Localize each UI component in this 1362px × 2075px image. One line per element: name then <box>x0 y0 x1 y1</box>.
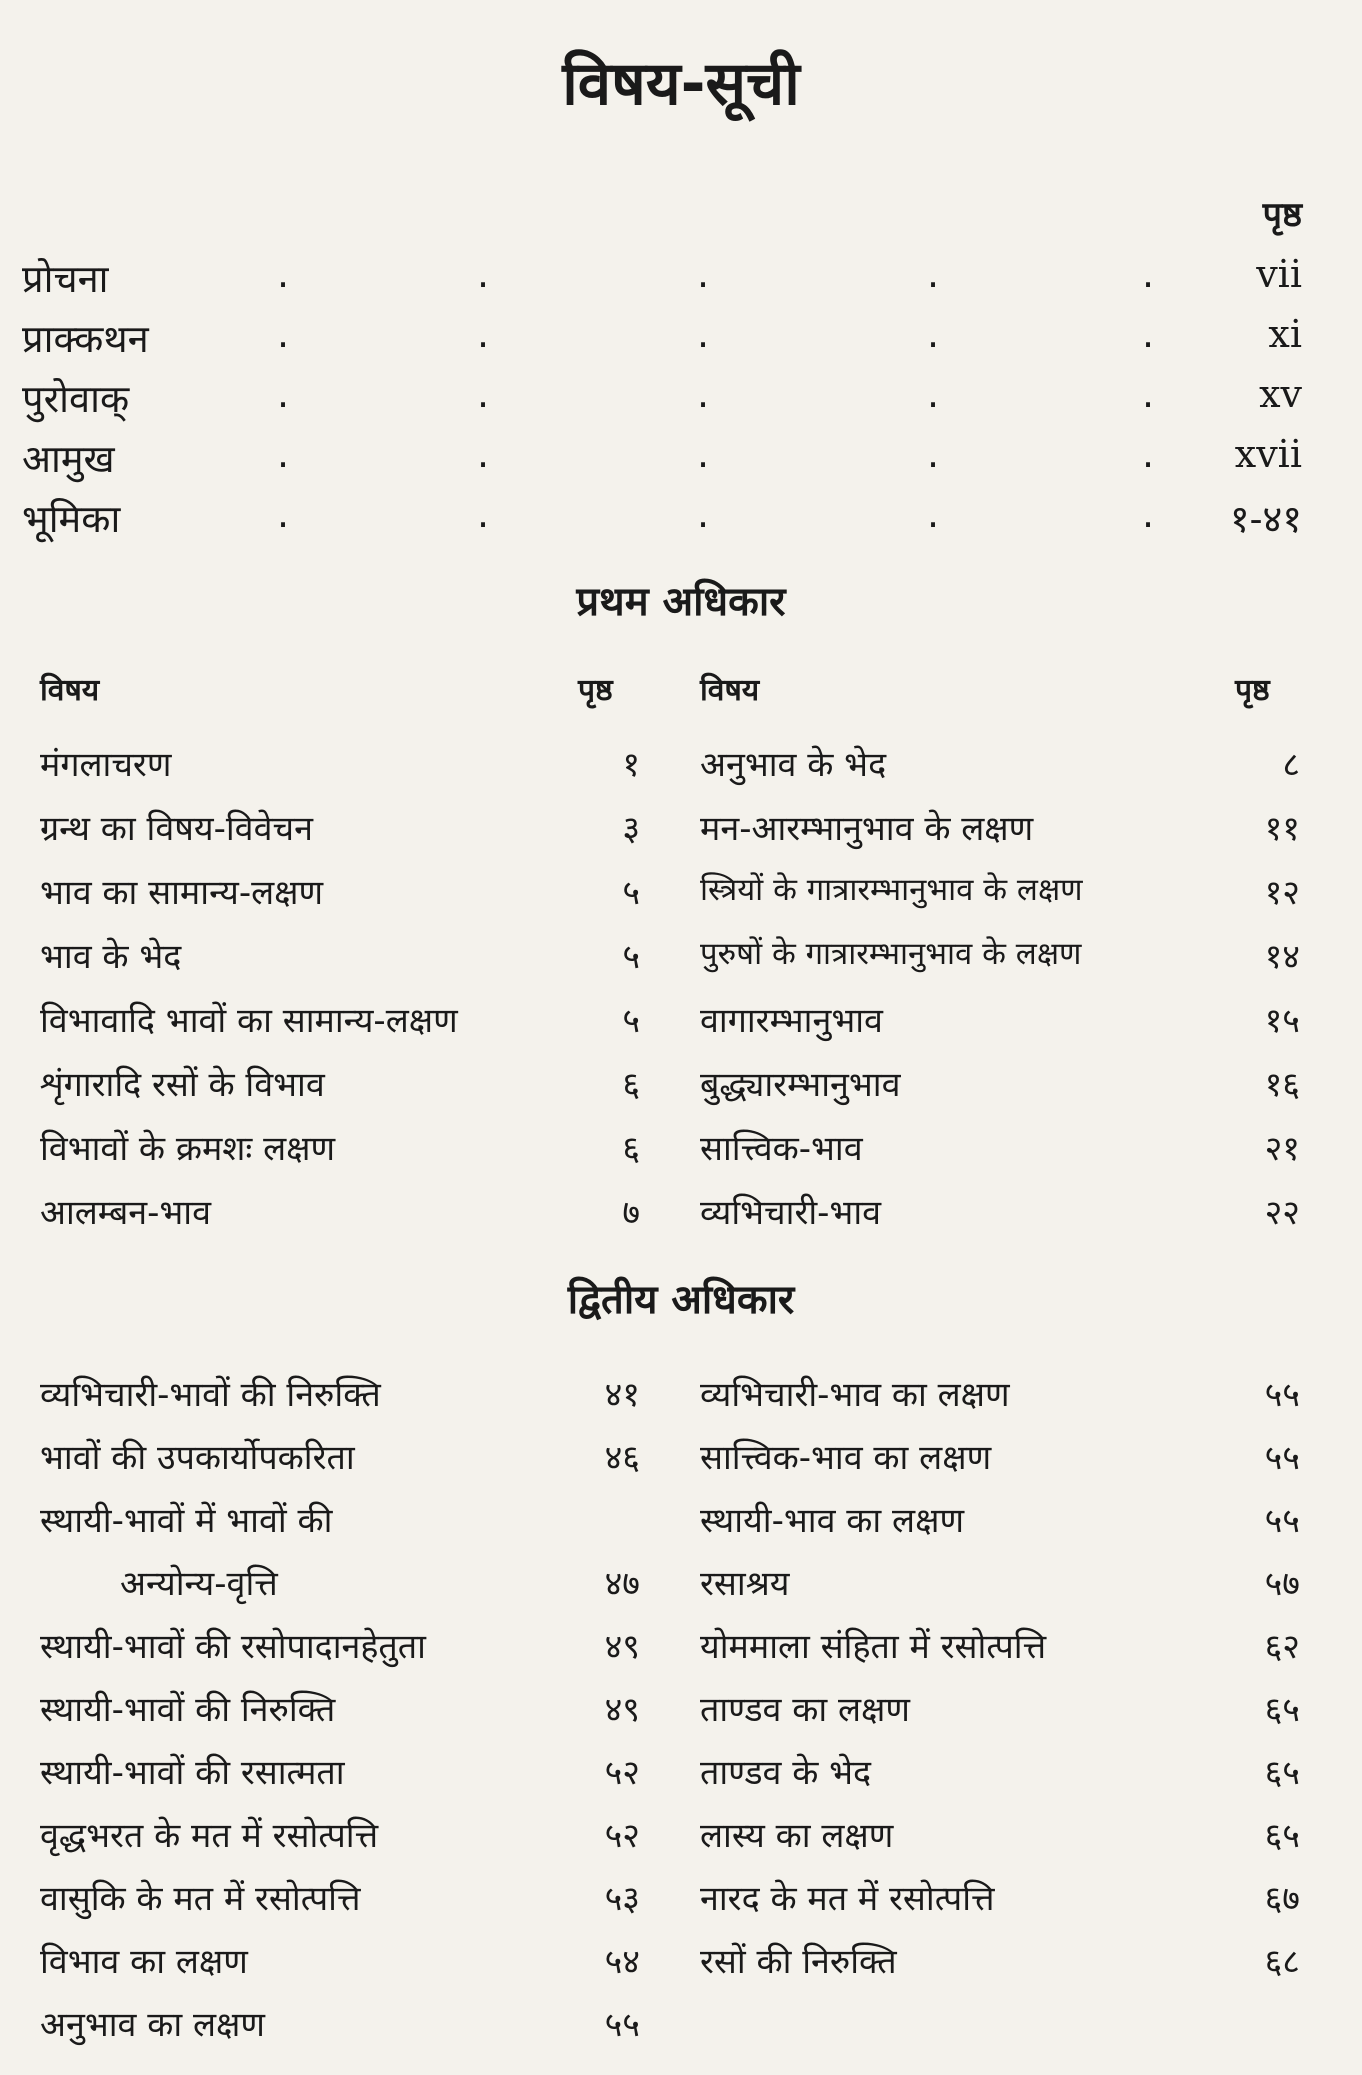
toc-entry-page: ८ <box>1282 745 1300 785</box>
toc-entry-title: योममाला संहिता में रसोत्पत्ति <box>700 1627 1047 1667</box>
toc-entry-title: भावों की उपकार्योपकरिता <box>40 1438 355 1478</box>
toc-entry-page: १२ <box>1264 873 1300 913</box>
toc-front-row: प्राक्कथन . . . . . xi <box>22 312 1302 370</box>
toc-entry-page: ६७ <box>1264 1879 1300 1919</box>
toc-entry-page: ४९ <box>604 1627 640 1667</box>
toc-entry-title: वासुकि के मत में रसोत्पत्ति <box>40 1879 361 1919</box>
toc-front-row: भूमिका . . . . . १-४१ <box>22 492 1302 550</box>
toc-entry-title: लास्य का लक्षण <box>700 1816 894 1856</box>
toc-entry-title: वागारम्भानुभाव <box>700 1001 883 1041</box>
toc-entry-title: स्थायी-भाव का लक्षण <box>700 1501 965 1541</box>
toc-entry-page: २२ <box>1264 1193 1300 1233</box>
toc-front-row: प्रोचना . . . . . vii <box>22 252 1302 310</box>
toc-entry-page: ४९ <box>604 1690 640 1730</box>
toc-entry-page: ५५ <box>1264 1375 1300 1415</box>
toc-front-label: पुरोवाक् <box>22 377 130 421</box>
toc-entry-title: आलम्बन-भाव <box>40 1193 212 1233</box>
toc-entry-title: अनुभाव का लक्षण <box>40 2005 266 2045</box>
toc-entry-title: रसों की निरुक्ति <box>700 1942 897 1982</box>
toc-entry-title: ताण्डव के भेद <box>700 1753 872 1793</box>
toc-entry-title: सात्त्विक-भाव का लक्षण <box>700 1438 992 1478</box>
toc-front-page: vii <box>1256 252 1302 296</box>
front-page-header: पृष्ठ <box>1262 195 1302 235</box>
toc-entry-page: ६५ <box>1264 1690 1300 1730</box>
toc-entry-title: व्यभिचारी-भाव <box>700 1193 882 1233</box>
toc-entry-title: मन-आरम्भानुभाव के लक्षण <box>700 809 1034 849</box>
toc-front-page: १-४१ <box>1229 497 1302 541</box>
toc-entry-title: वृद्धभरत के मत में रसोत्पत्ति <box>40 1816 379 1856</box>
section1-col-page-right: पृष्ठ <box>1235 673 1270 708</box>
toc-entry-page: ४७ <box>604 1564 640 1604</box>
toc-entry-page: ५३ <box>604 1879 640 1919</box>
toc-front-row: आमुख . . . . . xvii <box>22 432 1302 490</box>
toc-entry-title: स्थायी-भावों की रसोपादानहेतुता <box>40 1627 426 1667</box>
section1-col-subject-right: विषय <box>700 673 760 708</box>
toc-entry-page: ५५ <box>1264 1501 1300 1541</box>
toc-entry-title: पुरुषों के गात्रारम्भानुभाव के लक्षण <box>700 936 1082 972</box>
section1-heading: प्रथम अधिकार <box>576 579 786 625</box>
toc-front-label: आमुख <box>22 437 115 481</box>
toc-entry-title: नारद के मत में रसोत्पत्ति <box>700 1879 995 1919</box>
toc-entry-page: ४१ <box>604 1375 640 1415</box>
toc-entry-page: ३ <box>622 809 640 849</box>
toc-entry-page: ५ <box>622 1001 640 1041</box>
toc-entry-title: विभावों के क्रमशः लक्षण <box>40 1129 336 1169</box>
toc-entry-page: ६५ <box>1264 1753 1300 1793</box>
toc-entry-page: ५२ <box>604 1753 640 1793</box>
toc-entry-title: रसाश्रय <box>700 1564 790 1604</box>
toc-front-label: प्राक्कथन <box>22 317 149 361</box>
toc-entry-page: ६२ <box>1264 1627 1300 1667</box>
toc-entry-title: भाव का सामान्य-लक्षण <box>40 873 324 913</box>
toc-entry-page: ५५ <box>1264 1438 1300 1478</box>
toc-entry-page: ७ <box>622 1193 640 1233</box>
toc-entry-page: १ <box>622 745 640 785</box>
page-title: विषय-सूची <box>562 49 800 119</box>
toc-entry-page: १६ <box>1264 1065 1300 1105</box>
toc-entry-page: ६ <box>622 1065 640 1105</box>
toc-entry-page: ५४ <box>604 1942 640 1982</box>
toc-entry-page: १४ <box>1264 937 1300 977</box>
toc-entry-page: ११ <box>1264 809 1300 849</box>
toc-entry-title: विभावादि भावों का सामान्य-लक्षण <box>40 1001 458 1041</box>
toc-front-page: xv <box>1259 372 1302 416</box>
toc-entry-page: ५७ <box>1264 1564 1300 1604</box>
toc-entry-title: स्थायी-भावों की रसात्मता <box>40 1753 345 1793</box>
section1-col-page-left: पृष्ठ <box>578 673 613 708</box>
toc-entry-page: ५५ <box>604 2005 640 2045</box>
toc-entry-page: ४६ <box>604 1438 640 1478</box>
toc-entry-title: मंगलाचरण <box>40 745 172 785</box>
toc-entry-page: ६८ <box>1264 1942 1300 1982</box>
toc-entry-title: अन्योन्य-वृत्ति <box>120 1564 278 1604</box>
toc-front-page: xi <box>1268 312 1302 356</box>
toc-entry-title: सात्त्विक-भाव <box>700 1129 863 1169</box>
toc-entry-title: स्थायी-भावों की निरुक्ति <box>40 1690 336 1730</box>
toc-entry-page: ५ <box>622 937 640 977</box>
toc-front-page: xvii <box>1234 432 1302 476</box>
section2-heading: द्वितीय अधिकार <box>567 1277 795 1323</box>
toc-entry-title: बुद्ध्यारम्भानुभाव <box>700 1065 901 1105</box>
toc-entry-title: ताण्डव का लक्षण <box>700 1690 910 1730</box>
toc-entry-title: व्यभिचारी-भाव का लक्षण <box>700 1375 1010 1415</box>
toc-entry-title: ग्रन्थ का विषय-विवेचन <box>40 809 313 849</box>
toc-entry-page: ५२ <box>604 1816 640 1856</box>
toc-entry-page: ६५ <box>1264 1816 1300 1856</box>
toc-entry-title: विभाव का लक्षण <box>40 1942 248 1982</box>
toc-entry-title: स्त्रियों के गात्रारम्भानुभाव के लक्षण <box>700 872 1083 908</box>
toc-front-label: प्रोचना <box>22 257 109 301</box>
toc-entry-title: स्थायी-भावों में भावों की <box>40 1501 333 1541</box>
toc-entry-title: अनुभाव के भेद <box>700 745 887 785</box>
toc-entry-title: भाव के भेद <box>40 937 182 977</box>
toc-front-label: भूमिका <box>22 497 121 541</box>
toc-entry-title: व्यभिचारी-भावों की निरुक्ति <box>40 1375 381 1415</box>
section1-col-subject-left: विषय <box>40 673 100 708</box>
toc-entry-page: ६ <box>622 1129 640 1169</box>
toc-front-row: पुरोवाक् . . . . . xv <box>22 372 1302 430</box>
toc-entry-page: १५ <box>1264 1001 1300 1041</box>
toc-entry-page: ५ <box>622 873 640 913</box>
toc-entry-page: २१ <box>1264 1129 1300 1169</box>
toc-entry-title: शृंगारादि रसों के विभाव <box>40 1065 325 1105</box>
